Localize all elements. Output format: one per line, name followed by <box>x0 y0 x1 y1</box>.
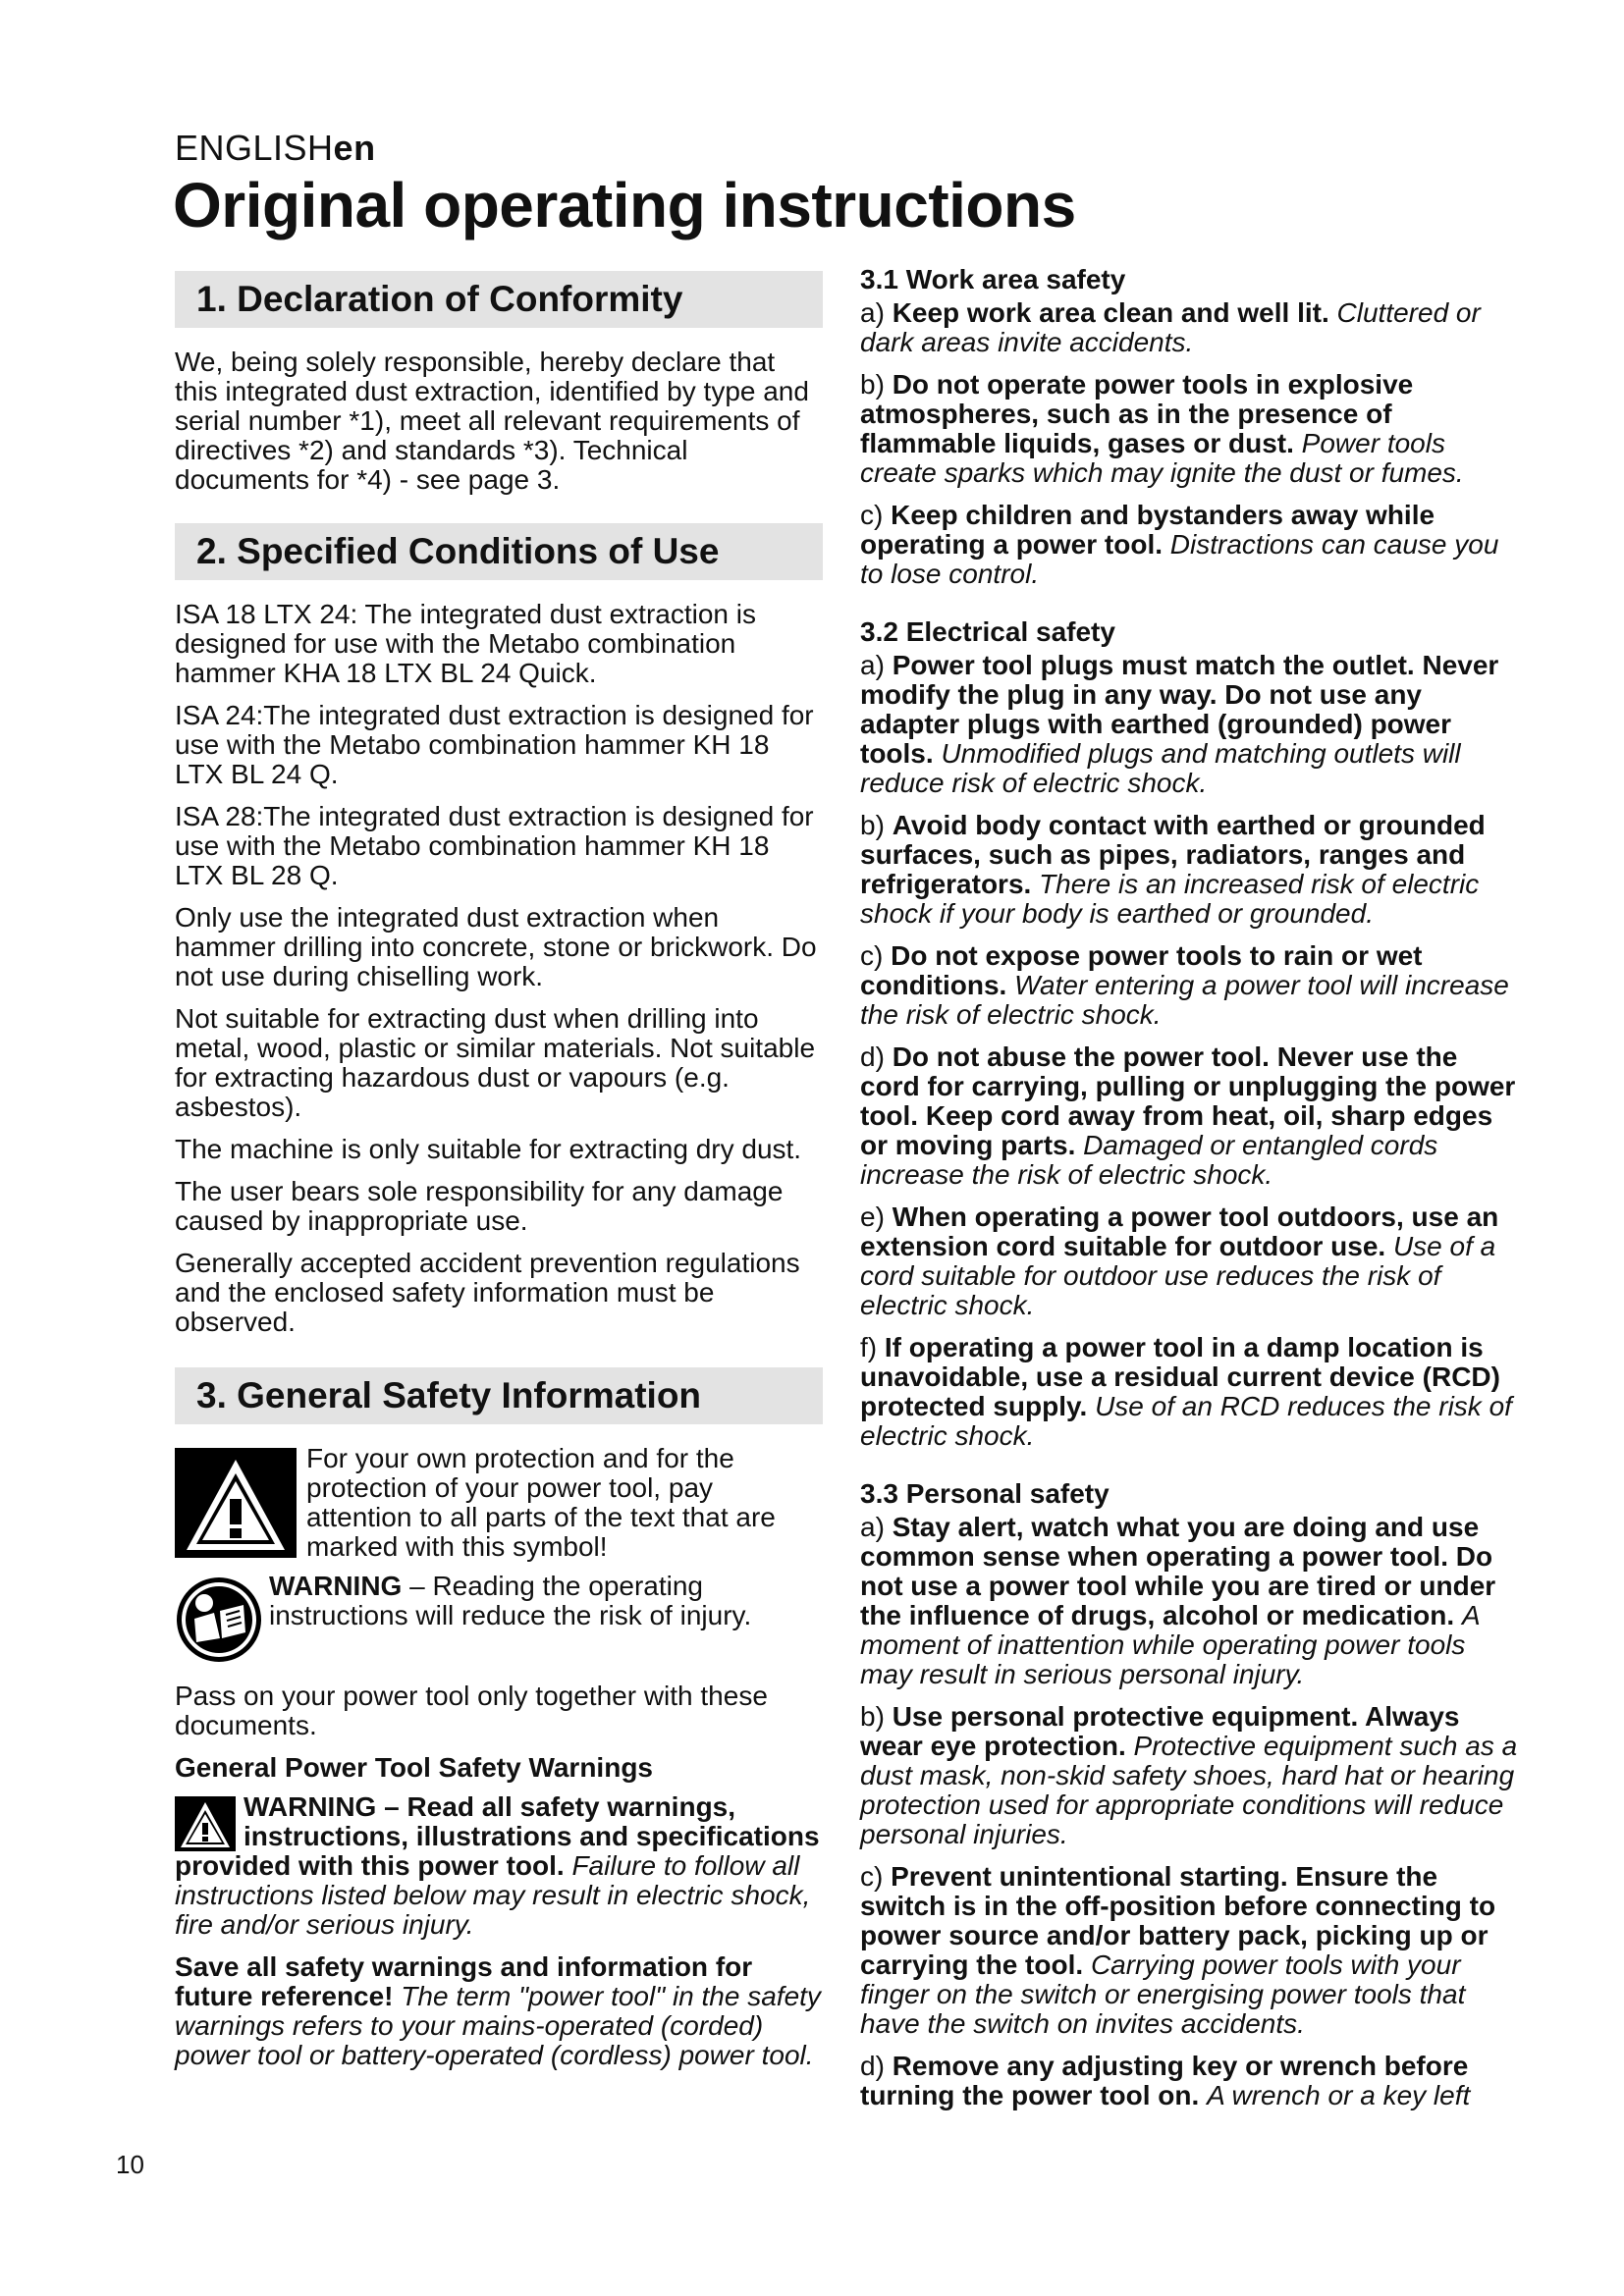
read-warnings-italic: Failure to follow all instructions listed below may result in electric shock, fire and/or serious injury. <box>175 1850 811 1940</box>
item-bold: Avoid body contact with earthed or grounded surfaces, such as pipes, radiators, ranges and refrigerators. <box>860 810 1486 899</box>
safety-item <box>860 1513 1524 1689</box>
item-italic: Distractions can cause you to lose control. <box>860 529 1499 589</box>
conditions-paragraph: ISA 18 LTX 24: The integrated dust extraction is designed for use with the Metabo combination hammer KHA 18 LTX BL 24 Quick. <box>175 599 756 688</box>
symbol-notice <box>175 1444 823 1562</box>
item-label: e) <box>860 1201 893 1232</box>
conditions-paragraph: Only use the integrated dust extraction when hammer drilling into concrete, stone or brickwork. Do not use during chiselling work. <box>175 902 817 991</box>
safety-item <box>860 1862 1524 2039</box>
warning-word: WARNING <box>269 1571 403 1601</box>
item-label: a) <box>860 297 893 328</box>
item-label: c) <box>860 500 892 530</box>
section-3-heading: 3. General Safety Information <box>175 1367 823 1424</box>
item-italic: Power tools create sparks which may ignite the dust or fumes. <box>860 428 1464 488</box>
safety-item <box>860 2052 1524 2110</box>
item-italic: A moment of inattention while operating power tools may result in serious personal injury. <box>860 1600 1480 1689</box>
item-italic: Use of a cord suitable for outdoor use reduces the risk of electric shock. <box>860 1231 1496 1320</box>
section-1-heading: 1. Declaration of Conformity <box>175 271 823 328</box>
item-label: d) <box>860 1041 893 1072</box>
item-label: b) <box>860 810 893 840</box>
read-warnings-bold: WARNING – Read all safety warnings, instructions, illustrations and specifications provided with this power tool. <box>175 1791 820 1881</box>
item-italic: Damaged or entangled cords increase the risk of electric shock. <box>860 1130 1438 1190</box>
conditions-paragraph: The user bears sole responsibility for any damage caused by inappropriate use. <box>175 1176 784 1236</box>
item-bold: Do not expose power tools to rain or wet conditions. <box>860 940 1423 1000</box>
symbol-notice-text: For your own protection and for the protection of your power tool, pay attention to all parts of the text that are marked with this symbol! <box>306 1443 776 1562</box>
item-italic: Cluttered or dark areas invite accidents. <box>860 297 1481 357</box>
read-manual-icon <box>175 1575 263 1664</box>
safety-item <box>860 941 1524 1030</box>
warning-triangle-icon <box>175 1448 297 1558</box>
safety-item <box>860 1042 1524 1190</box>
item-bold: Do not operate power tools in explosive atmospheres, such as in the presence of flammable liquids, gases or dust. <box>860 369 1414 458</box>
safety-item <box>860 1202 1524 1320</box>
item-bold: If operating a power tool in a damp location is unavoidable, use a residual current device (RCD) protected supply. <box>860 1332 1500 1421</box>
item-label: c) <box>860 940 892 971</box>
warning-text: – Reading the operating instructions will reduce the risk of injury. <box>269 1571 752 1630</box>
page-title: Original operating instructions <box>173 170 1076 240</box>
pass-on-text: Pass on your power tool only together with these documents. <box>175 1681 768 1740</box>
electrical-safety-heading: 3.2 Electrical safety <box>860 616 1115 647</box>
safety-item <box>860 298 1524 357</box>
item-label: b) <box>860 1701 893 1732</box>
item-label: c) <box>860 1861 892 1892</box>
item-label: b) <box>860 369 893 400</box>
safety-item <box>860 1702 1524 1849</box>
conditions-paragraph: ISA 24:The integrated dust extraction is designed for use with the Metabo combination hammer KH 18 LTX BL 24 Q. <box>175 700 814 789</box>
language-label <box>175 128 376 169</box>
safety-item <box>860 651 1524 798</box>
page-number: 10 <box>116 2150 144 2179</box>
item-bold: Keep work area clean and well lit. <box>892 297 1329 328</box>
item-italic: Protective equipment such as a dust mask, non-skid safety shoes, hard hat or hearing protection used for appropriate conditions will reduce personal injuries. <box>860 1731 1518 1849</box>
read-manual-notice <box>175 1572 823 1664</box>
item-label: a) <box>860 1512 893 1542</box>
declaration-text: We, being solely responsible, hereby declare that this integrated dust extraction, identified by type and serial number *1), meet all relevant requirements of directives *2) and standards *3). Technical documents for *4) - see page 3. <box>175 347 809 495</box>
conditions-paragraph: ISA 28:The integrated dust extraction is designed for use with the Metabo combination hammer KH 18 LTX BL 28 Q. <box>175 801 814 890</box>
item-label: d) <box>860 2051 893 2081</box>
item-italic: Carrying power tools with your finger on the switch or energising power tools that have the switch on invites accidents. <box>860 1949 1466 2039</box>
item-bold: Do not abuse the power tool. Never use the cord for carrying, pulling or unplugging the power tool. Keep cord away from heat, oil, sharp edges or moving parts. <box>860 1041 1516 1160</box>
work-area-safety-heading: 3.1 Work area safety <box>860 264 1126 294</box>
item-italic: Water entering a power tool will increase the risk of electric shock. <box>860 970 1509 1030</box>
safety-item <box>860 811 1524 929</box>
read-warnings-paragraph <box>175 1792 823 1940</box>
save-warnings-bold: Save all safety warnings and information for future reference! <box>175 1951 753 2011</box>
safety-item <box>860 501 1524 589</box>
language-name: ENGLISH <box>175 128 334 168</box>
personal-safety-heading: 3.3 Personal safety <box>860 1478 1110 1509</box>
language-code: en <box>333 128 376 168</box>
right-column <box>860 265 1524 2123</box>
item-bold: Stay alert, watch what you are doing and use common sense when operating a power tool. Do not use a power tool while you are tired or under the influence of drugs, alcohol or medication. <box>860 1512 1496 1630</box>
section-2-heading: 2. Specified Conditions of Use <box>175 523 823 580</box>
conditions-paragraph: Generally accepted accident prevention regulations and the enclosed safety information must be observed. <box>175 1248 800 1337</box>
conditions-paragraph: Not suitable for extracting dust when drilling into metal, wood, plastic or similar materials. Not suitable for extracting hazardous dust or vapours (e.g. asbestos). <box>175 1003 816 1122</box>
save-warnings-paragraph <box>175 1952 823 2070</box>
item-label: a) <box>860 650 893 680</box>
item-bold: Prevent unintentional starting. Ensure the switch is in the off-position before connecting to power source and/or battery pack, picking up or carrying the tool. <box>860 1861 1496 1980</box>
item-label: f) <box>860 1332 885 1362</box>
safety-item <box>860 1333 1524 1451</box>
item-italic: There is an increased risk of electric shock if your body is earthed or grounded. <box>860 869 1480 929</box>
general-warnings-heading: General Power Tool Safety Warnings <box>175 1752 653 1783</box>
conditions-paragraph: The machine is only suitable for extracting dry dust. <box>175 1134 802 1164</box>
left-column <box>175 271 823 2083</box>
small-warning-triangle-icon <box>175 1796 236 1851</box>
item-bold: Use personal protective equipment. Always wear eye protection. <box>860 1701 1460 1761</box>
item-bold: When operating a power tool outdoors, use an extension cord suitable for outdoor use. <box>860 1201 1499 1261</box>
item-italic: A wrench or a key left <box>1207 2080 1471 2110</box>
item-italic: Use of an RCD reduces the risk of electric shock. <box>860 1391 1512 1451</box>
item-italic: Unmodified plugs and matching outlets will reduce risk of electric shock. <box>860 738 1461 798</box>
item-bold: Keep children and bystanders away while operating a power tool. <box>860 500 1435 560</box>
save-warnings-italic: The term "power tool" in the safety warnings refers to your mains-operated (corded) power tool or battery-operated (cordless) power tool. <box>175 1981 821 2070</box>
item-bold: Remove any adjusting key or wrench before turning the power tool on. <box>860 2051 1469 2110</box>
safety-item <box>860 370 1524 488</box>
item-bold: Power tool plugs must match the outlet. Never modify the plug in any way. Do not use any adapter plugs with earthed (grounded) power tools. <box>860 650 1499 769</box>
